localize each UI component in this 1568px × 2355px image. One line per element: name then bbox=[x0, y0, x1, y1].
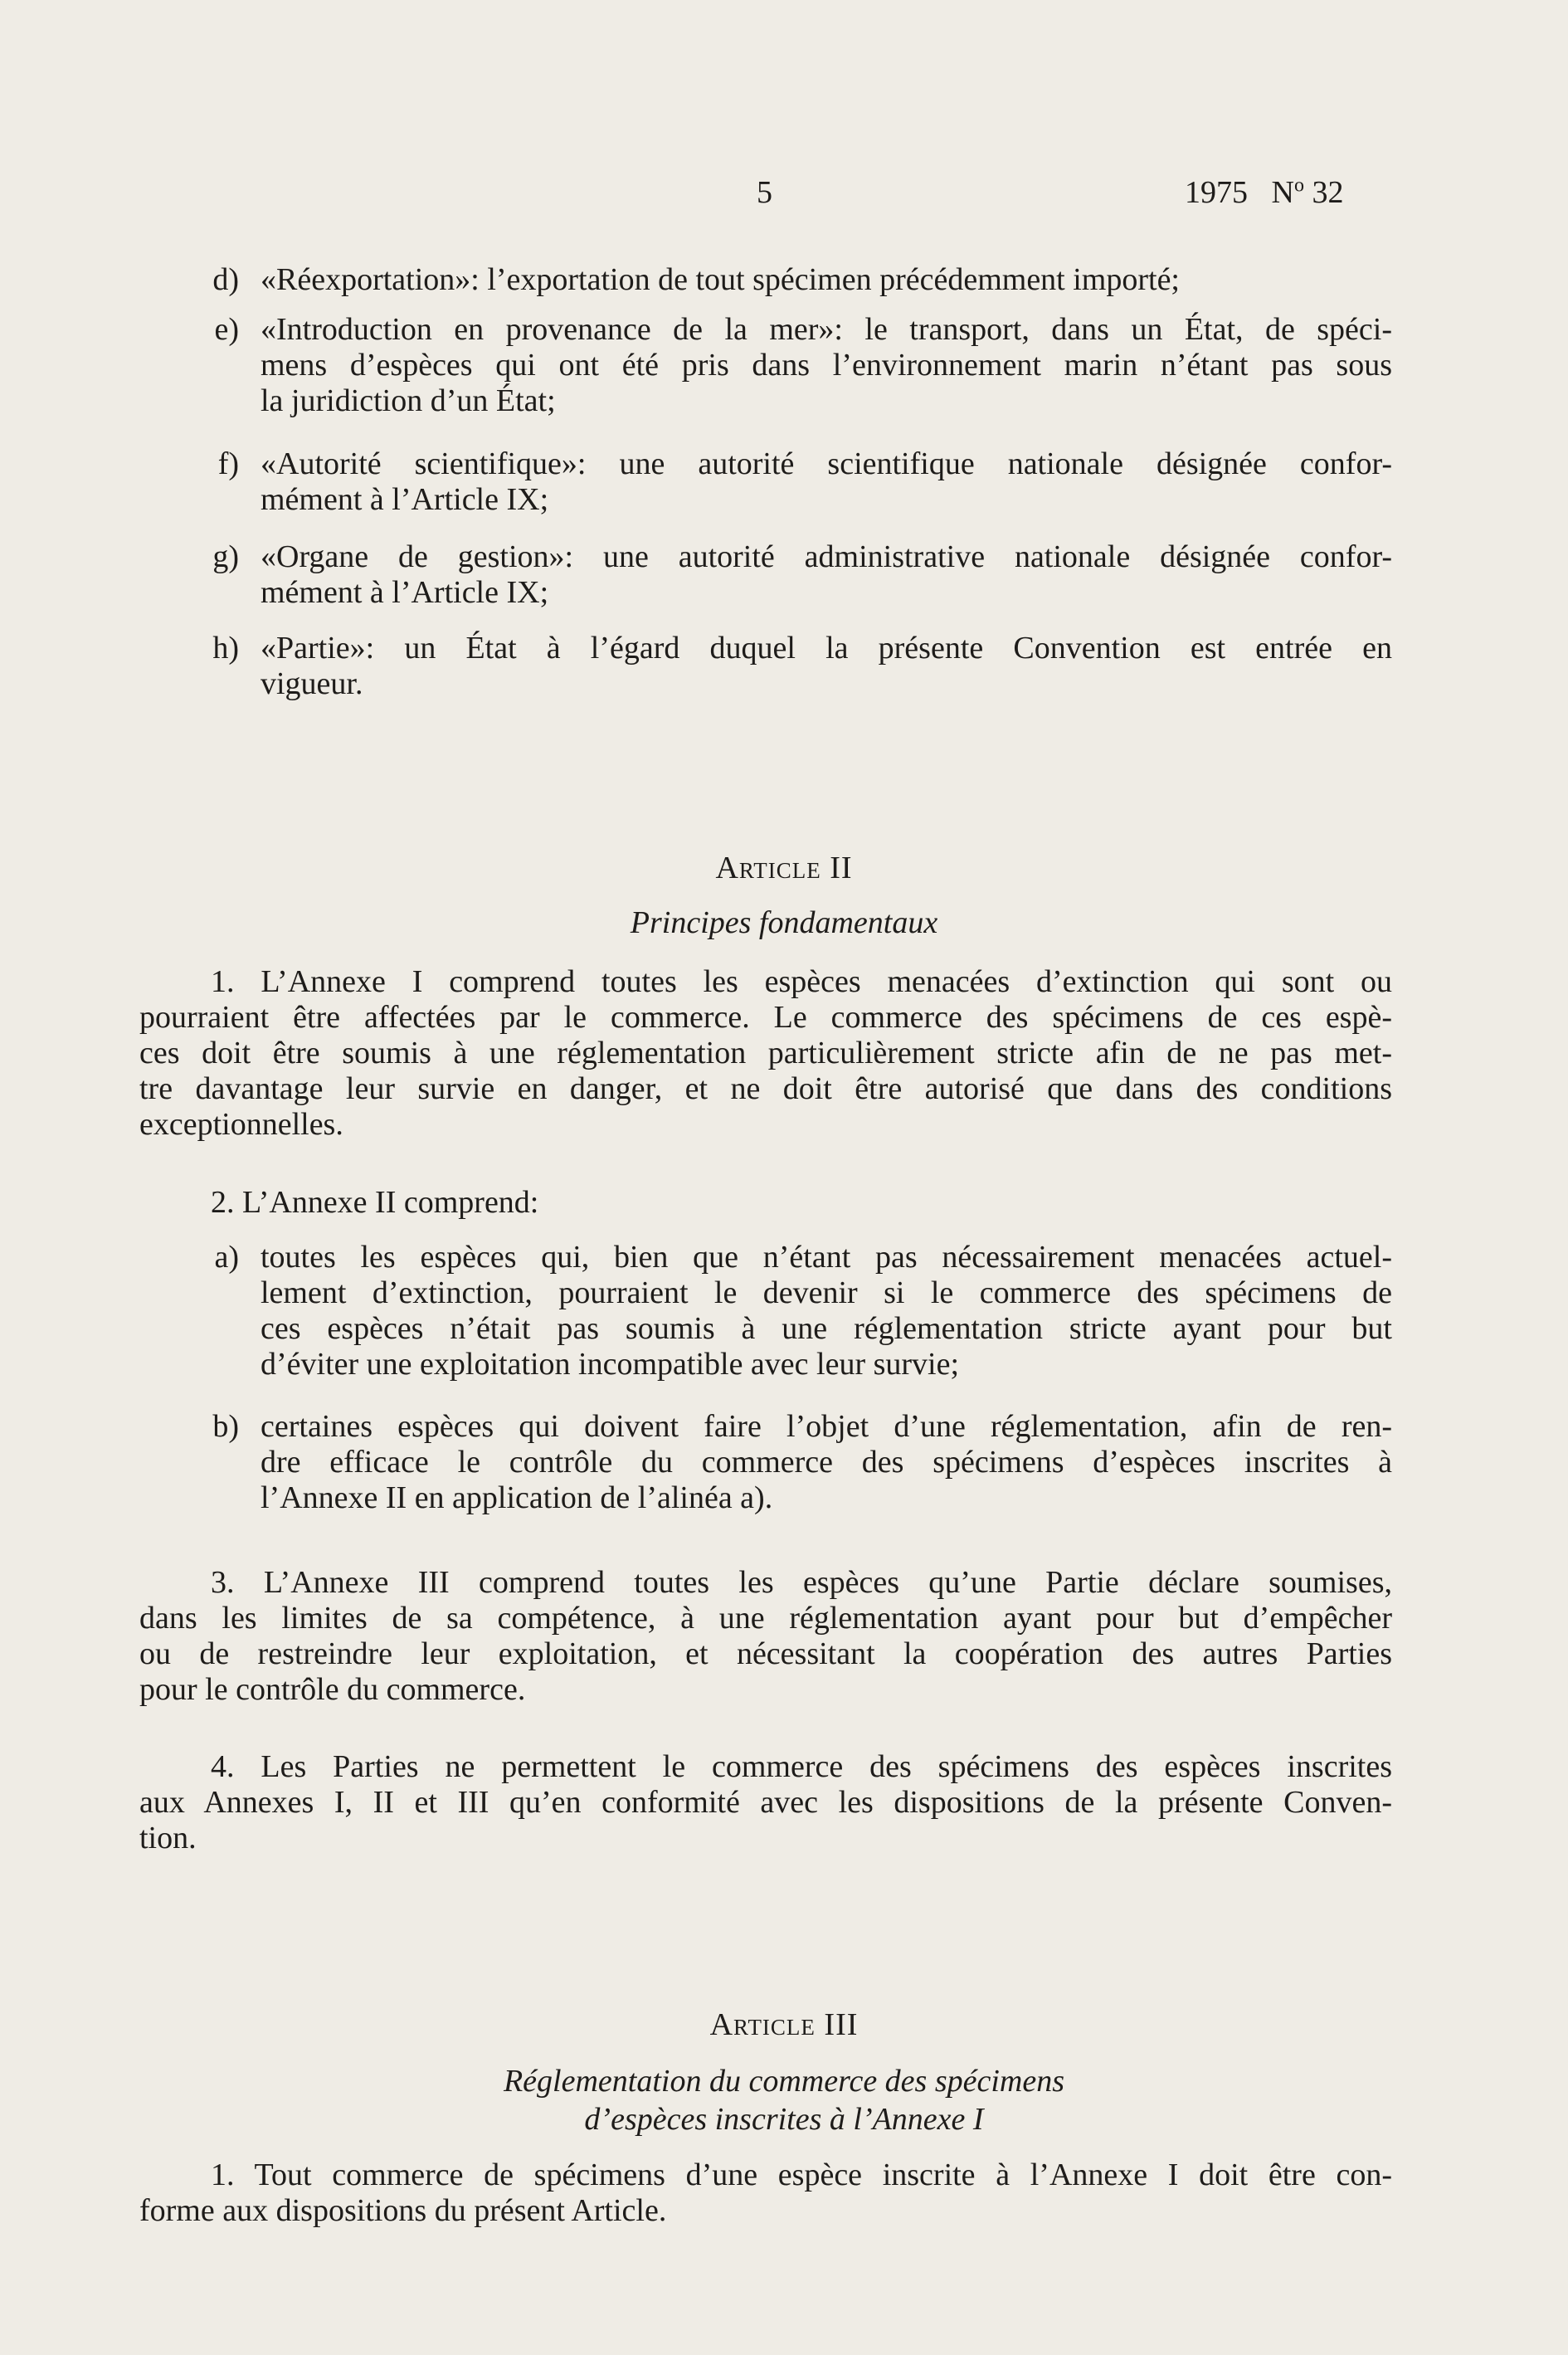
text-line: «Partie»: un État à l’égard duquel la présente Convention est entrée en bbox=[261, 631, 1392, 666]
article-2-heading: Article II bbox=[715, 851, 853, 885]
text-line: ces doit être soumis à une réglementation particulièrement stricte afin de ne pas met- bbox=[139, 1036, 1392, 1070]
article-2-paragraph-3 bbox=[139, 1565, 1392, 1708]
article-2-paragraph-4 bbox=[139, 1749, 1392, 1856]
reference-n-sup: o bbox=[1293, 174, 1304, 197]
item-text bbox=[261, 1409, 1392, 1516]
article-2-subtitle: Principes fondamentaux bbox=[630, 905, 938, 940]
text-line: ces espèces n’était pas soumis à une réglementation stricte ayant pour but bbox=[261, 1311, 1392, 1346]
definition-text bbox=[261, 312, 1392, 419]
reference-year: 1975 bbox=[1185, 175, 1248, 210]
text-line: toutes les espèces qui, bien que n’étant pas nécessairement menacées actuel- bbox=[261, 1240, 1392, 1275]
text-line: l’Annexe II en application de l’alinéa a). bbox=[261, 1480, 773, 1515]
text-line: 1. L’Annexe I comprend toutes les espèces menacées d’extinction qui sont ou bbox=[211, 964, 1392, 999]
text-line: dans les limites de sa compétence, à une réglementation ayant pour but d’empêcher bbox=[139, 1601, 1392, 1636]
text-line: mément à l’Article IX; bbox=[261, 575, 549, 610]
page-header bbox=[0, 174, 1568, 224]
text-line: 1. Tout commerce de spécimens d’une espèce inscrite à l’Annexe I doit être con- bbox=[211, 2158, 1392, 2192]
text-line: dre efficace le contrôle du commerce des spécimens d’espèces inscrites à bbox=[261, 1445, 1392, 1480]
text-line: «Réexportation»: l’exportation de tout spécimen précédemment importé; bbox=[261, 262, 1180, 297]
definition-text bbox=[261, 262, 1392, 298]
text-line: aux Annexes I, II et III qu’en conformité avec les dispositions de la présente Conven- bbox=[139, 1785, 1392, 1820]
text-line: tre davantage leur survie en danger, et ne doit être autorisé que dans des conditions bbox=[139, 1071, 1392, 1106]
text-line: 2. L’Annexe II comprend: bbox=[211, 1185, 539, 1220]
article-3-subtitle-line-1: Réglementation du commerce des spécimens bbox=[503, 2064, 1065, 2099]
document-reference bbox=[1185, 174, 1343, 211]
article-2-paragraph-1 bbox=[139, 964, 1392, 1143]
item-label: b) bbox=[212, 1409, 239, 1444]
text-line: pourraient être affectées par le commerce. Le commerce des spécimens de ces espè- bbox=[139, 1000, 1392, 1035]
text-line: forme aux dispositions du présent Article. bbox=[139, 2193, 667, 2228]
text-line: tion. bbox=[139, 1821, 197, 1855]
definition-text bbox=[261, 631, 1392, 702]
text-line: «Introduction en provenance de la mer»: le transport, dans un État, de spéci- bbox=[261, 312, 1392, 347]
text-line: vigueur. bbox=[261, 666, 363, 701]
definition-label: d) bbox=[212, 262, 239, 297]
reference-number: 32 bbox=[1312, 175, 1344, 210]
item-text bbox=[261, 1240, 1392, 1382]
article-3-subtitle-line-2: d’espèces inscrites à l’Annexe I bbox=[584, 2102, 984, 2137]
text-line: 3. L’Annexe III comprend toutes les espèces qu’une Partie déclare soumises, bbox=[211, 1565, 1392, 1600]
text-line: mens d’espèces qui ont été pris dans l’environnement marin n’étant pas sous bbox=[261, 348, 1392, 383]
text-line: pour le contrôle du commerce. bbox=[139, 1672, 526, 1707]
item-label: a) bbox=[214, 1240, 239, 1275]
definition-label: e) bbox=[214, 312, 239, 347]
text-line: «Organe de gestion»: une autorité administrative nationale désignée confor- bbox=[261, 539, 1392, 574]
page-number: 5 bbox=[757, 175, 772, 210]
definition-text bbox=[261, 446, 1392, 518]
text-line: d’éviter une exploitation incompatible avec leur survie; bbox=[261, 1347, 960, 1382]
text-line: certaines espèces qui doivent faire l’objet d’une réglementation, afin de ren- bbox=[261, 1409, 1392, 1444]
article-3-paragraph-1 bbox=[139, 2158, 1392, 2229]
reference-n-label: N bbox=[1271, 175, 1294, 210]
text-line: la juridiction d’un État; bbox=[261, 383, 556, 418]
text-line: ou de restreindre leur exploitation, et nécessitant la coopération des autres Parties bbox=[139, 1636, 1392, 1671]
definition-label: g) bbox=[212, 539, 239, 574]
article-3-heading: Article III bbox=[709, 2007, 859, 2042]
definition-label: h) bbox=[212, 631, 239, 666]
text-line: «Autorité scientifique»: une autorité scientifique nationale désignée confor- bbox=[261, 446, 1392, 481]
text-line: exceptionnelles. bbox=[139, 1107, 343, 1142]
definition-text bbox=[261, 539, 1392, 611]
text-line: lement d’extinction, pourraient le devenir si le commerce des spécimens de bbox=[261, 1275, 1392, 1310]
text-line: mément à l’Article IX; bbox=[261, 482, 549, 517]
article-2-paragraph-2 bbox=[139, 1185, 1392, 1221]
definition-label: f) bbox=[217, 446, 239, 481]
text-line: 4. Les Parties ne permettent le commerce des spécimens des espèces inscrites bbox=[211, 1749, 1392, 1784]
